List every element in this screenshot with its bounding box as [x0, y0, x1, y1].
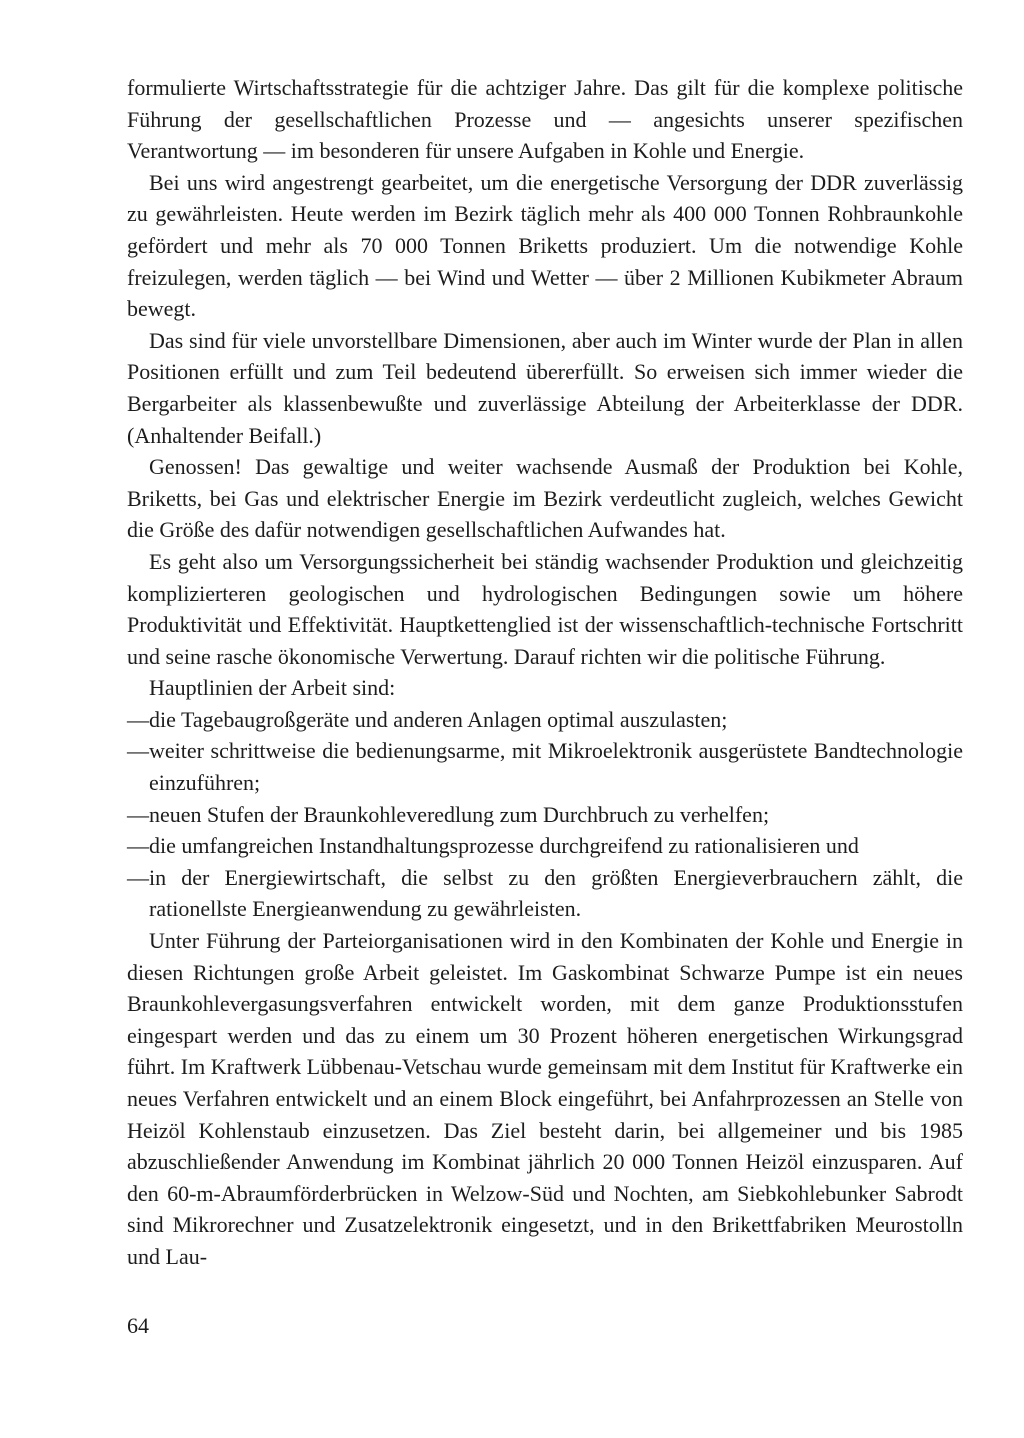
list-item-text: in der Energiewirtschaft, die selbst zu den größten Energieverbrauchern zählt, die rationellste Energieanwendung zu gewährleisten. [149, 864, 963, 922]
paragraph-4: Genossen! Das gewaltige und weiter wachsende Ausmaß der Produktion bei Kohle, Briketts, bei Gas und elektrischer Energie im Bezirk verdeutlicht zugleich, welches Gewicht die Größe des dafür notwendigen gesellschaftlichen Aufwandes hat. [127, 454, 963, 543]
list-item [127, 862, 963, 925]
dash-bullet: — [127, 801, 149, 827]
paragraph-6: Unter Führung der Parteiorganisationen wird in den Kombinaten der Kohle und Energie in diesen Richtungen große Arbeit geleistet. Im Gaskombinat Schwarze Pumpe ist ein neues Braunkohlevergasungsverfahren entwickelt worden, mit dem ganze Produktionsstufen eingespart werden und das zu einem um 30 Prozent höheren energetischen Wirkungsgrad führt. Im Kraftwerk Lübbenau-Vetschau wurde gemeinsam mit dem Institut für Kraftwerke ein neues Verfahren entwickelt und an einem Block eingeführt, bei Anfahrprozessen an Stelle von Heizöl Kohlenstaub einzusetzen. Das Ziel besteht darin, bei allgemeiner und bis 1985 abzuschließender Anwendung im Kombinat jährlich 20 000 Tonnen Heizöl einzusparen. Auf den 60-m-Abraumförderbrücken in Welzow-Süd und Nochten, am Siebkohlebunker Sabrodt sind Mikrorechner und Zusatzelektronik eingesetzt, und in den Brikettfabriken Meurostolln und Lau- [127, 928, 963, 1269]
list-item [127, 735, 963, 798]
page-body [127, 72, 963, 1273]
list-item-text: die Tagebaugroßgeräte und anderen Anlagen optimal auszulasten; [149, 706, 728, 732]
paragraph-5: Es geht also um Versorgungssicherheit bei ständig wachsender Produktion und gleichzeitig komplizierteren geologischen und hydrologischen Bedingungen sowie um höhere Produktivität und Effektivität. Hauptkettenglied ist der wissenschaftlich-technische Fortschritt und seine rasche ökonomische Verwertung. Darauf richten wir die politische Führung. [127, 548, 963, 669]
list-item-text: weiter schrittweise die bedienungsarme, mit Mikroelektronik ausgerüstete Bandtechnologie einzuführen; [149, 738, 963, 796]
list-item-text: die umfangreichen Instandhaltungsprozesse durchgreifend zu rationalisieren und [149, 833, 859, 859]
list-item [127, 799, 963, 831]
paragraph-3: Das sind für viele unvorstellbare Dimensionen, aber auch im Winter wurde der Plan in allen Positionen erfüllt und zum Teil bedeutend übererfüllt. So erweisen sich immer wieder die Bergarbeiter als klassenbewußte und zuverlässige Abteilung der Arbeiterklasse der DDR. (Anhaltender Beifall.) [127, 327, 963, 448]
dash-bullet: — [127, 864, 149, 890]
paragraph-2: Bei uns wird angestrengt gearbeitet, um die energetische Versorgung der DDR zuverlässig zu gewährleisten. Heute werden im Bezirk täglich mehr als 400 000 Tonnen Rohbraunkohle gefördert und mehr als 70 000 Tonnen Briketts produziert. Um die notwendige Kohle freizulegen, werden täglich — bei Wind und Wetter — über 2 Millionen Kubikmeter Abraum bewegt. [127, 169, 963, 322]
list-item [127, 704, 963, 736]
dash-bullet: — [127, 738, 149, 764]
list-item [127, 830, 963, 862]
paragraph-1: formulierte Wirtschaftsstrategie für die achtziger Jahre. Das gilt für die komplexe politische Führung der gesellschaftlichen Prozesse und — angesichts unserer spezifischen Verantwortung — im besonderen für unsere Aufgaben in Kohle und Energie. [127, 75, 963, 164]
dash-bullet: — [127, 833, 149, 859]
main-lines-list [127, 704, 963, 925]
list-item-text: neuen Stufen der Braunkohleveredlung zum Durchbruch zu verhelfen; [149, 801, 770, 827]
page-number: 64 [127, 1313, 149, 1338]
dash-bullet: — [127, 706, 149, 732]
list-intro: Hauptlinien der Arbeit sind: [149, 675, 396, 701]
